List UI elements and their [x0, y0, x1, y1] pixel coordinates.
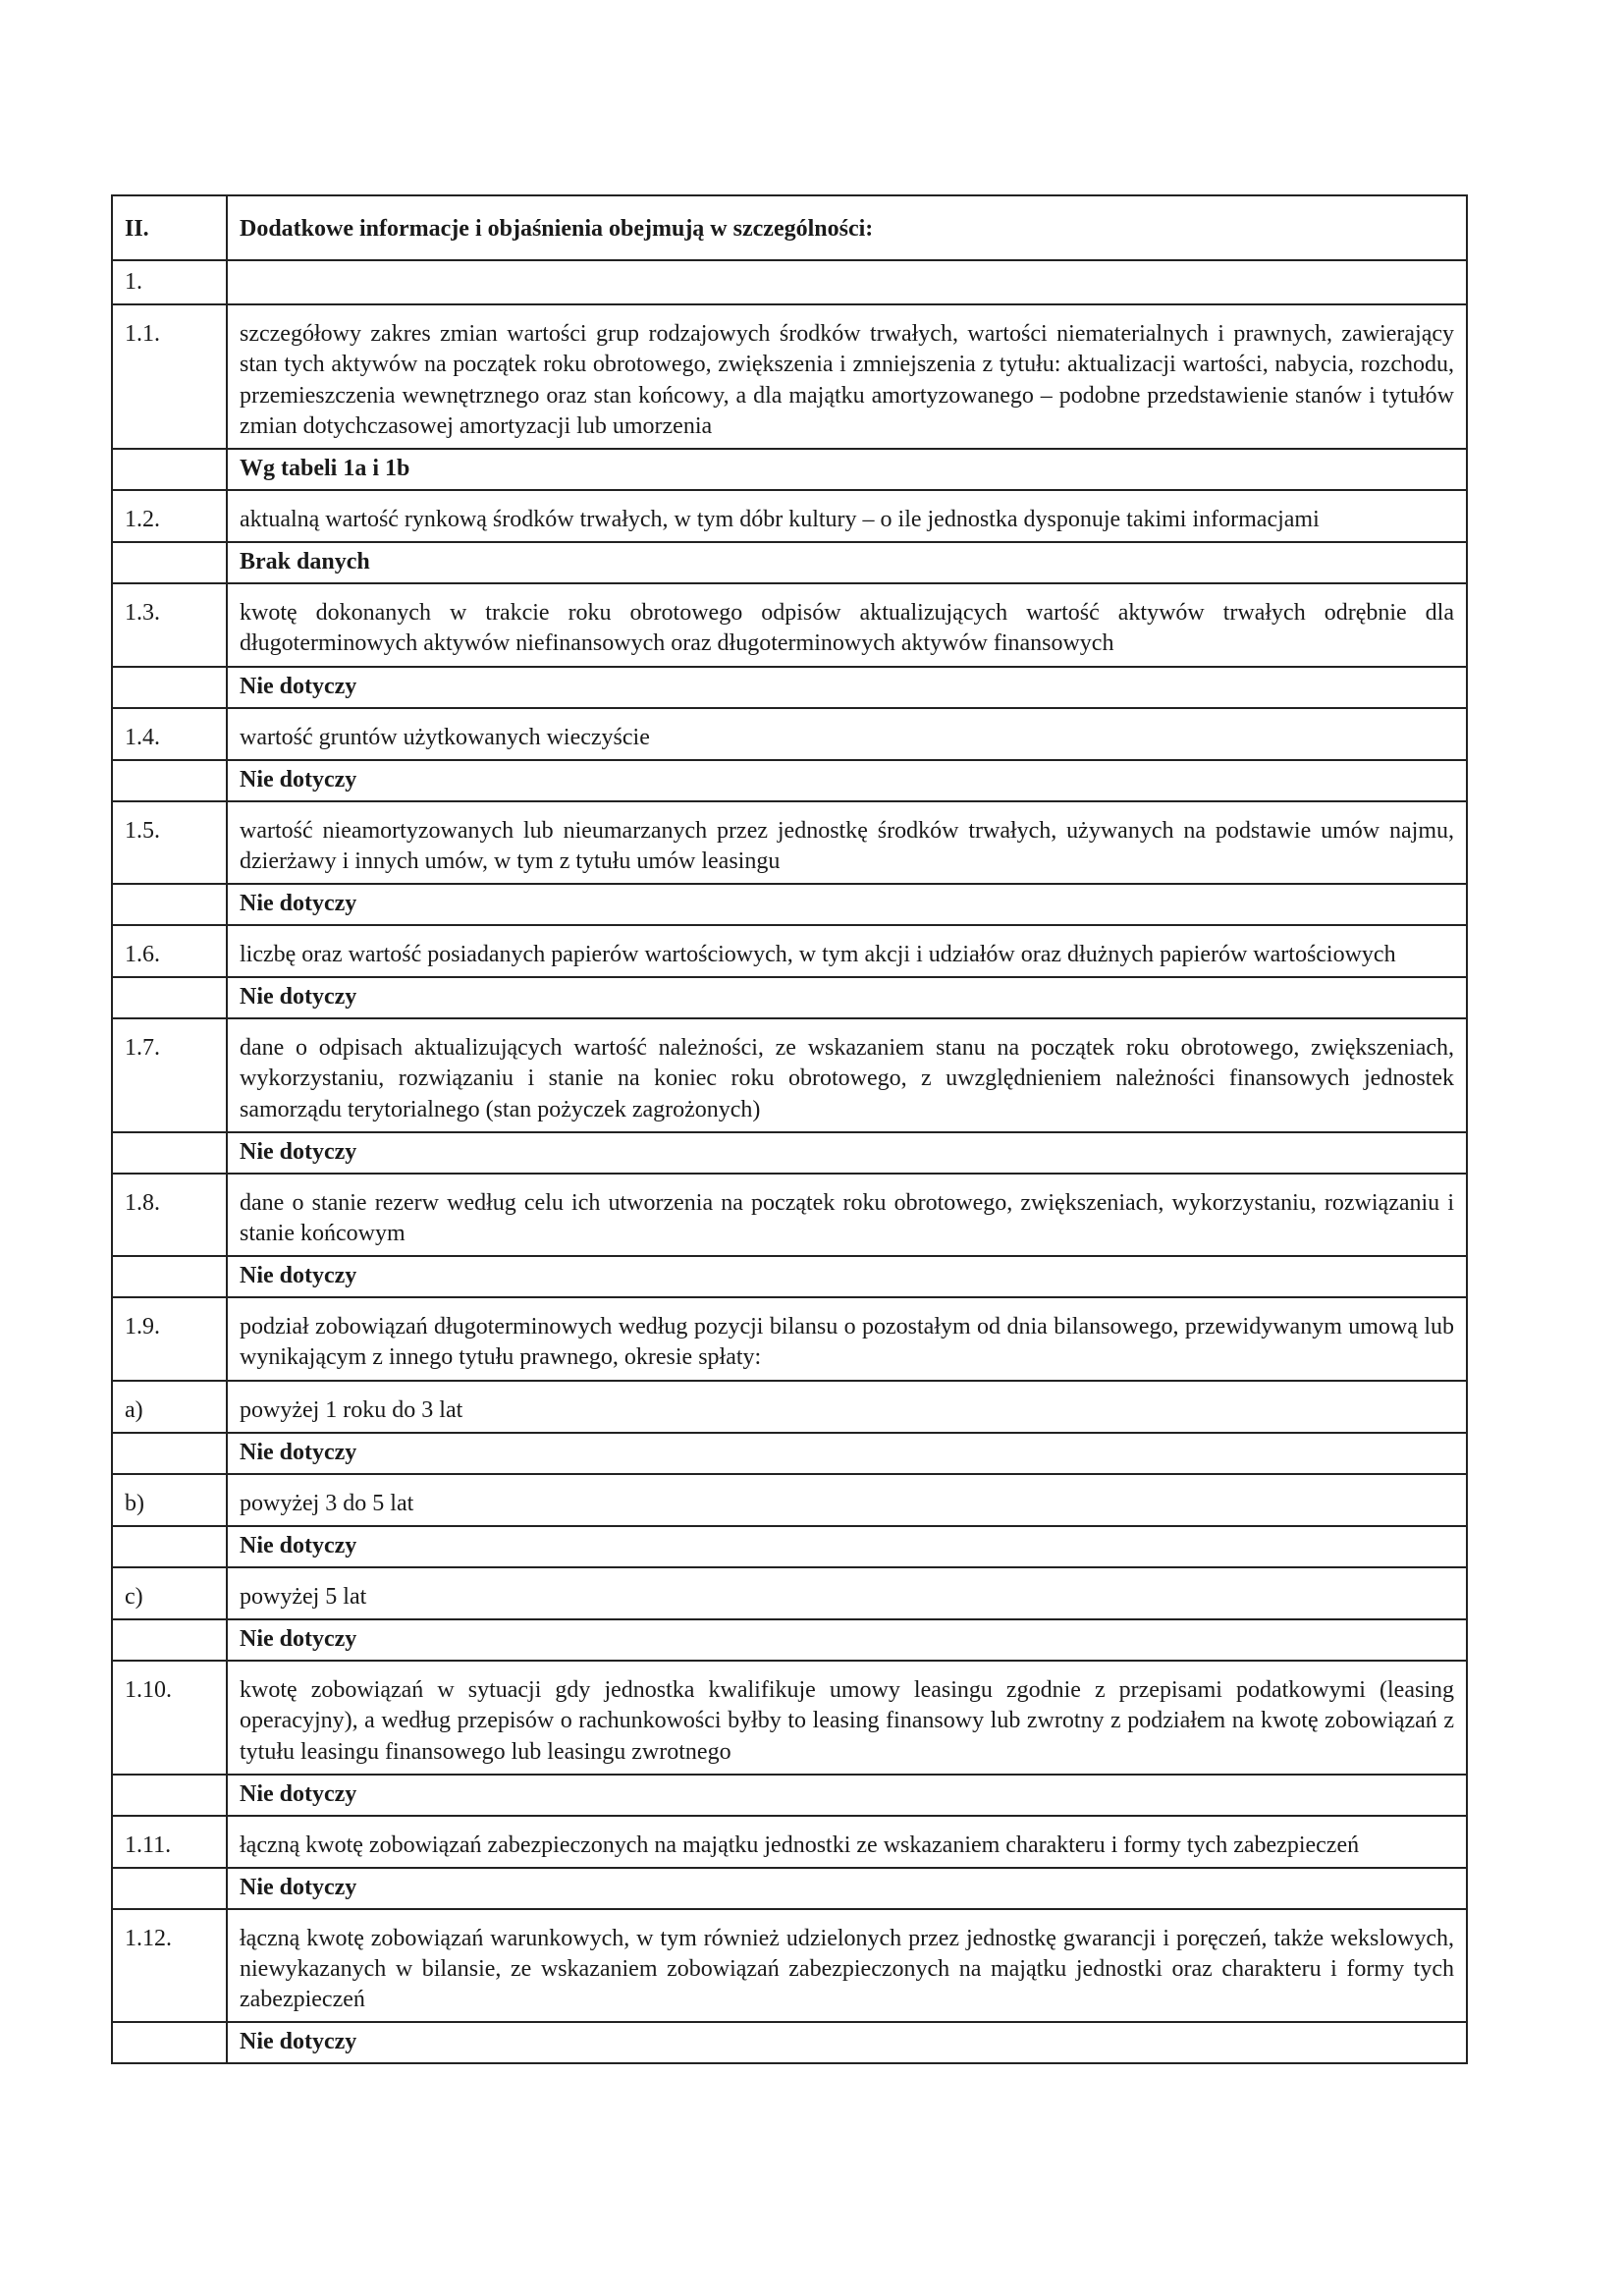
section-header-row [112, 195, 1467, 260]
item-row [112, 1661, 1467, 1775]
item-answer: Nie dotyczy [227, 760, 1467, 801]
item-number: a) [112, 1381, 227, 1433]
item-number: 1.8. [112, 1174, 227, 1256]
answer-number-empty-cell [112, 1433, 227, 1474]
answer-number-empty-cell [112, 760, 227, 801]
item-description: aktualną wartość rynkową środków trwałych, w tym dóbr kultury – o ile jednostka dysponuje takimi informacjami [227, 490, 1467, 542]
answer-number-empty-cell [112, 884, 227, 925]
answer-row [112, 667, 1467, 708]
item-description: łączną kwotę zobowiązań zabezpieczonych na majątku jednostki ze wskazaniem charakteru i formy tych zabezpieczeń [227, 1816, 1467, 1868]
item-answer: Nie dotyczy [227, 667, 1467, 708]
answer-row [112, 1868, 1467, 1909]
item-row [112, 1174, 1467, 1256]
item-number: 1.2. [112, 490, 227, 542]
item-description: szczegółowy zakres zmian wartości grup rodzajowych środków trwałych, wartości niematerialnych i prawnych, zawierający stan tych aktywów na początek roku obrotowego, zwiększenia i zmniejszenia z tytułu: aktualizacji wartości, nabycia, rozchodu, przemieszczenia wewnętrznego oraz stan końcowy, a dla majątku amortyzowanego – podobne przedstawienie stanów i tytułów zmian dotychczasowej amortyzacji lub umorzenia [227, 304, 1467, 449]
item-description: wartość nieamortyzowanych lub nieumarzanych przez jednostkę środków trwałych, używanych na podstawie umów najmu, dzierżawy i innych umów, w tym z tytułu umów leasingu [227, 801, 1467, 884]
item-description: liczbę oraz wartość posiadanych papierów wartościowych, w tym akcji i udziałów oraz dłużnych papierów wartościowych [227, 925, 1467, 977]
disclosures-table [111, 194, 1468, 2064]
answer-row [112, 2022, 1467, 2063]
answer-row [112, 977, 1467, 1018]
item-answer: Nie dotyczy [227, 1526, 1467, 1567]
answer-row [112, 1433, 1467, 1474]
item-row [112, 1567, 1467, 1619]
item-description: łączną kwotę zobowiązań warunkowych, w tym również udzielonych przez jednostkę gwarancji i poręczeń, także wekslowych, niewykazanych w bilansie, ze wskazaniem zobowiązań zabezpieczonych na majątku jednostki oraz charakteru i formy tych zabezpieczeń [227, 1909, 1467, 2023]
answer-row [112, 1775, 1467, 1816]
item-description: powyżej 1 roku do 3 lat [227, 1381, 1467, 1433]
item-description: powyżej 3 do 5 lat [227, 1474, 1467, 1526]
item-number: c) [112, 1567, 227, 1619]
item-number: 1.9. [112, 1297, 227, 1380]
item-number: 1.7. [112, 1018, 227, 1132]
answer-number-empty-cell [112, 2022, 227, 2063]
subsection-row [112, 260, 1467, 304]
item-description: kwotę dokonanych w trakcie roku obrotowego odpisów aktualizujących wartość aktywów trwałych odrębnie dla długoterminowych aktywów niefinansowych oraz długoterminowych aktywów finansowych [227, 583, 1467, 666]
table-body [112, 195, 1467, 2063]
item-row [112, 1816, 1467, 1868]
item-answer: Nie dotyczy [227, 2022, 1467, 2063]
item-number: 1.10. [112, 1661, 227, 1775]
item-answer: Brak danych [227, 542, 1467, 583]
item-answer: Nie dotyczy [227, 1433, 1467, 1474]
subsection-empty-cell [227, 260, 1467, 304]
answer-number-empty-cell [112, 449, 227, 490]
answer-row [112, 1526, 1467, 1567]
answer-row [112, 542, 1467, 583]
item-row [112, 1381, 1467, 1433]
item-description: powyżej 5 lat [227, 1567, 1467, 1619]
item-answer: Wg tabeli 1a i 1b [227, 449, 1467, 490]
item-row [112, 1474, 1467, 1526]
answer-number-empty-cell [112, 1868, 227, 1909]
item-answer: Nie dotyczy [227, 1619, 1467, 1661]
item-answer: Nie dotyczy [227, 1256, 1467, 1297]
item-row [112, 490, 1467, 542]
item-row [112, 304, 1467, 449]
answer-number-empty-cell [112, 1619, 227, 1661]
item-number: 1.6. [112, 925, 227, 977]
item-row [112, 1018, 1467, 1132]
answer-row [112, 1256, 1467, 1297]
item-number: 1.1. [112, 304, 227, 449]
answer-number-empty-cell [112, 977, 227, 1018]
answer-number-empty-cell [112, 1775, 227, 1816]
answer-number-empty-cell [112, 1256, 227, 1297]
item-answer: Nie dotyczy [227, 884, 1467, 925]
answer-number-empty-cell [112, 542, 227, 583]
answer-row [112, 1619, 1467, 1661]
item-row [112, 1297, 1467, 1380]
section-title: Dodatkowe informacje i objaśnienia obejmują w szczególności: [227, 195, 1467, 260]
item-row [112, 1909, 1467, 2023]
item-row [112, 925, 1467, 977]
item-description: dane o odpisach aktualizujących wartość należności, ze wskazaniem stanu na początek roku obrotowego, zwiększeniach, wykorzystaniu, rozwiązaniu i stanie na koniec roku obrotowego, z uwzględnieniem należności finansowych jednostek samorządu terytorialnego (stan pożyczek zagrożonych) [227, 1018, 1467, 1132]
item-row [112, 708, 1467, 760]
answer-row [112, 760, 1467, 801]
item-number: 1.5. [112, 801, 227, 884]
answer-number-empty-cell [112, 1132, 227, 1174]
item-description: wartość gruntów użytkowanych wieczyście [227, 708, 1467, 760]
section-number: II. [112, 195, 227, 260]
subsection-number: 1. [112, 260, 227, 304]
item-number: 1.11. [112, 1816, 227, 1868]
item-number: b) [112, 1474, 227, 1526]
item-number: 1.12. [112, 1909, 227, 2023]
answer-number-empty-cell [112, 667, 227, 708]
item-answer: Nie dotyczy [227, 1868, 1467, 1909]
item-description: podział zobowiązań długoterminowych według pozycji bilansu o pozostałym od dnia bilansowego, przewidywanym umową lub wynikającym z innego tytułu prawnego, okresie spłaty: [227, 1297, 1467, 1380]
item-row [112, 801, 1467, 884]
item-row [112, 583, 1467, 666]
item-description: kwotę zobowiązań w sytuacji gdy jednostka kwalifikuje umowy leasingu zgodnie z przepisami podatkowymi (leasing operacyjny), a według przepisów o rachunkowości byłby to leasing finansowy lub zwrotny z podziałem na kwotę zobowiązań z tytułu leasingu finansowego lub leasingu zwrotnego [227, 1661, 1467, 1775]
item-answer: Nie dotyczy [227, 1775, 1467, 1816]
item-description: dane o stanie rezerw według celu ich utworzenia na początek roku obrotowego, zwiększeniach, wykorzystaniu, rozwiązaniu i stanie końcowym [227, 1174, 1467, 1256]
item-number: 1.4. [112, 708, 227, 760]
item-answer: Nie dotyczy [227, 977, 1467, 1018]
answer-row [112, 449, 1467, 490]
item-number: 1.3. [112, 583, 227, 666]
item-answer: Nie dotyczy [227, 1132, 1467, 1174]
answer-row [112, 1132, 1467, 1174]
answer-row [112, 884, 1467, 925]
answer-number-empty-cell [112, 1526, 227, 1567]
